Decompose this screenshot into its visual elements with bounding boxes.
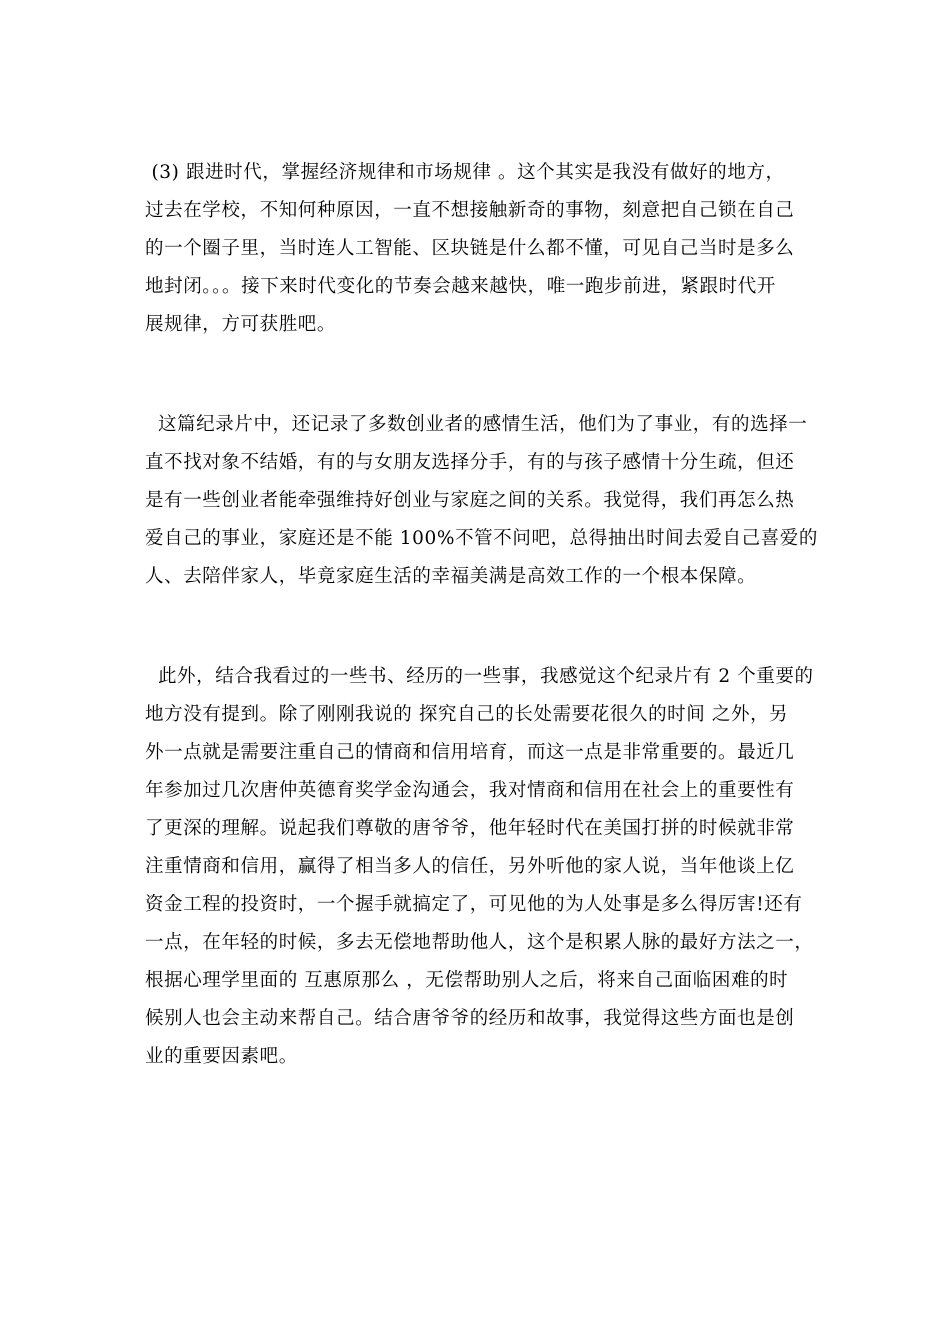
paragraph-line: 一点，在年轻的时候，多去无偿地帮助他人，这个是积累人脉的最好方法之一， [145,932,814,953]
paragraph-line: 年参加过几次唐仲英德育奖学金沟通会，我对情商和信用在社会上的重要性有 [145,780,795,801]
paragraph-line: 候别人也会主动来帮自己。结合唐爷爷的经历和故事，我觉得这些方面也是创 [145,1008,795,1029]
paragraph-line: 资金工程的投资时，一个握手就搞定了，可见他的为人处事是多么得厉害!还有 [145,894,803,915]
paragraph-line: 展规律，方可获胜吧。 [145,314,337,335]
paragraph-line: 此外，结合我看过的一些书、经历的一些事，我感觉这个纪录片有 2 个重要的 [145,666,814,687]
paragraph-line: 直不找对象不结婚，有的与女朋友选择分手，有的与孩子感情十分生疏，但还 [145,452,795,473]
paragraph-line: 人、去陪伴家人，毕竟家庭生活的幸福美满是高效工作的一个根本保障。 [145,566,757,587]
paragraph-line: 了更深的理解。说起我们尊敬的唐爷爷，他年轻时代在美国打拼的时候就非常 [145,818,795,839]
paragraph-line: 业的重要因素吧。 [145,1046,298,1067]
paragraph-line: 过去在学校，不知何种原因，一直不想接触新奇的事物，刻意把自己锁在自己 [145,200,795,221]
paragraph-line: 外一点就是需要注重自己的情商和信用培育，而这一点是非常重要的。最近几 [145,742,795,763]
paragraph-line: 注重情商和信用，赢得了相当多人的信任，另外听他的家人说，当年他谈上亿 [145,856,795,877]
paragraph-line: 根据心理学里面的 互惠原那么 ，无偿帮助别人之后，将来自己面临困难的时 [145,970,789,991]
paragraph-line: 爱自己的事业，家庭还是不能 100%不管不问吧，总得抽出时间去爱自己喜爱的 [145,528,818,549]
paragraph-line: 地封闭。。。接下来时代变化的节奏会越来越快，唯一跑步前进，紧跟时代开 [145,276,776,297]
paragraph-line: 是有一些创业者能牵强维持好创业与家庭之间的关系。我觉得，我们再怎么热 [145,490,795,511]
paragraph-line: (3) 跟进时代，掌握经济规律和市场规律 。这个其实是我没有做好的地方， [145,162,785,183]
paragraph-line: 这篇纪录片中，还记录了多数创业者的感情生活，他们为了事业，有的选择一 [145,414,808,435]
paragraph-line: 地方没有提到。除了刚刚我说的 探究自己的长处需要花很久的时间 之外，另 [145,704,789,725]
paragraph-line: 的一个圈子里，当时连人工智能、区块链是什么都不懂，可见自己当时是多么 [145,238,795,259]
